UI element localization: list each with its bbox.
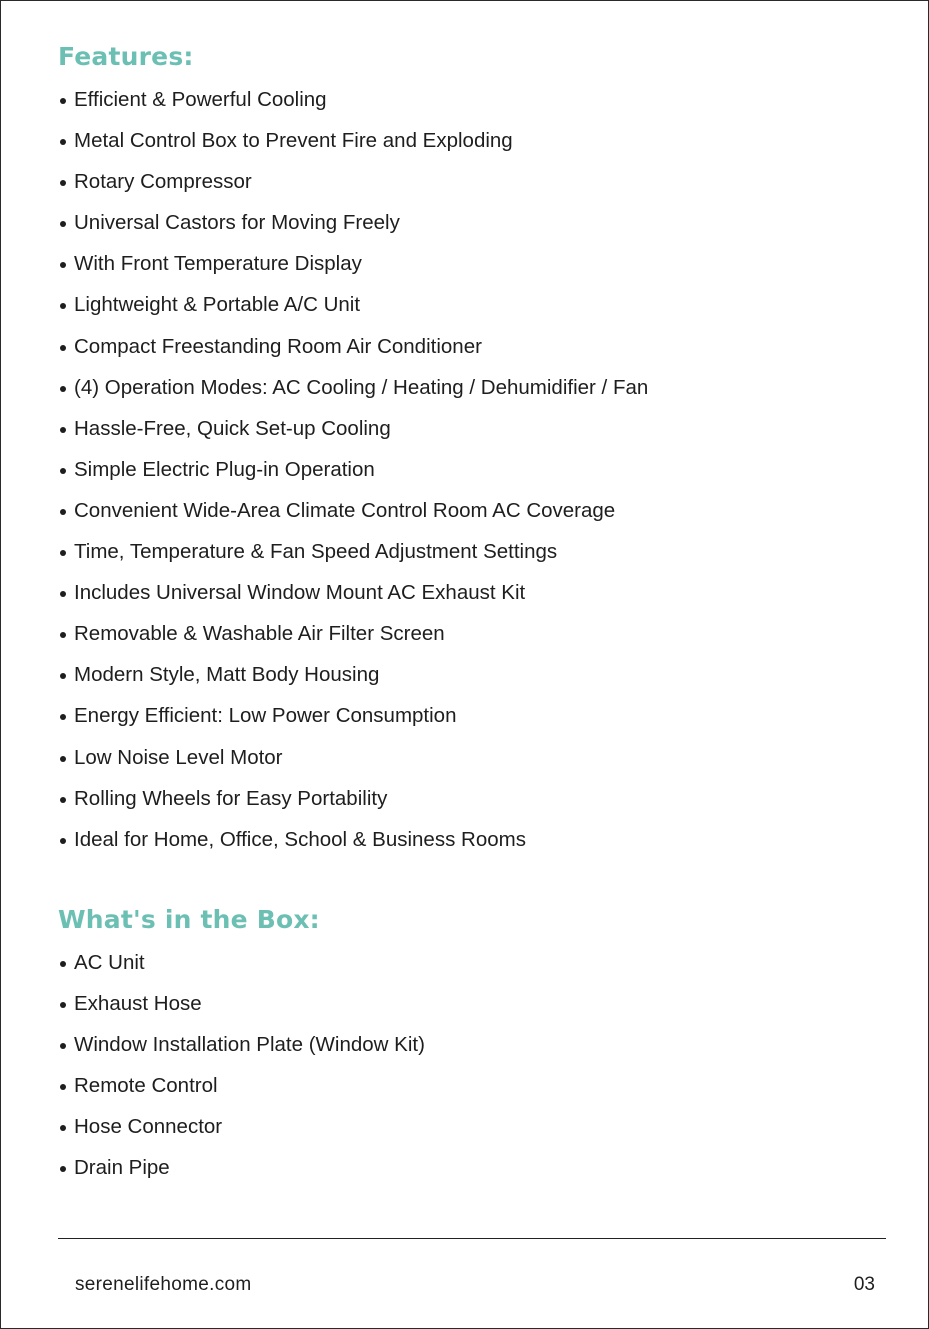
list-item [58,250,648,291]
bullet-icon [60,98,66,104]
bullet-icon [60,468,66,474]
bullet-icon [60,139,66,145]
list-item [58,990,425,1031]
list-item [58,826,648,867]
list-item [58,374,648,415]
bullet-icon [60,714,66,720]
list-item [58,168,648,209]
feature-text: Removable & Washable Air Filter Screen [74,622,445,646]
bullet-icon [60,632,66,638]
features-list [58,86,648,867]
bullet-icon [60,673,66,679]
box-contents-list [58,949,425,1196]
list-item [58,333,648,374]
feature-text: Energy Efficient: Low Power Consumption [74,704,457,728]
bullet-icon [60,221,66,227]
feature-text: Modern Style, Matt Body Housing [74,663,380,687]
feature-text: Rolling Wheels for Easy Portability [74,786,388,810]
feature-text: Low Noise Level Motor [74,745,283,769]
bullet-icon [60,345,66,351]
bullet-icon [60,427,66,433]
bullet-icon [60,386,66,392]
features-heading: Features: [58,42,194,71]
bullet-icon [60,303,66,309]
page-number: 03 [853,1274,875,1295]
bullet-icon [60,961,66,967]
feature-text: Simple Electric Plug-in Operation [74,457,375,481]
feature-text: Efficient & Powerful Cooling [74,88,327,111]
bullet-icon [60,550,66,556]
feature-text: Compact Freestanding Room Air Conditioner [74,334,482,358]
feature-text: Time, Temperature & Fan Speed Adjustment Settings [74,540,558,564]
feature-text: Lightweight & Portable A/C Unit [74,293,361,317]
box-item-text: Window Installation Plate (Window Kit) [74,1033,425,1057]
bullet-icon [60,509,66,515]
bullet-icon [60,1002,66,1008]
feature-text: (4) Operation Modes: AC Cooling / Heating / Dehumidifier / Fan [74,375,649,399]
list-item [58,949,425,990]
feature-text: Rotary Compressor [74,170,252,194]
footer-website: serenelifehome.com [75,1274,252,1295]
list-item [58,1072,425,1113]
footer-divider [58,1238,886,1239]
list-item [58,456,648,497]
box-item-text: Drain Pipe [74,1156,170,1180]
box-item-text: Hose Connector [74,1115,223,1139]
box-item-text: AC Unit [74,951,145,974]
list-item [58,702,648,743]
bullet-icon [60,756,66,762]
list-item [58,1113,425,1154]
feature-text: Metal Control Box to Prevent Fire and Exploding [74,129,513,153]
list-item [58,661,648,702]
bullet-icon [60,838,66,844]
feature-text: Hassle-Free, Quick Set-up Cooling [74,416,391,440]
feature-text: Convenient Wide-Area Climate Control Room AC Coverage [74,498,616,522]
box-item-text: Exhaust Hose [74,992,202,1016]
box-item-text: Remote Control [74,1074,218,1098]
bullet-icon [60,797,66,803]
feature-text: Includes Universal Window Mount AC Exhaust Kit [74,581,526,605]
list-item [58,620,648,661]
list-item [58,538,648,579]
list-item [58,744,648,785]
bullet-icon [60,591,66,597]
list-item [58,209,648,250]
list-item [58,415,648,456]
list-item [58,86,648,127]
bullet-icon [60,1043,66,1049]
list-item [58,1154,425,1195]
feature-text: Ideal for Home, Office, School & Business Rooms [74,827,526,851]
list-item [58,1031,425,1072]
bullet-icon [60,262,66,268]
bullet-icon [60,180,66,186]
list-item [58,291,648,332]
feature-text: Universal Castors for Moving Freely [74,211,400,235]
bullet-icon [60,1166,66,1172]
bullet-icon [60,1084,66,1090]
bullet-icon [60,1125,66,1131]
whats-in-the-box-heading: What's in the Box: [58,905,320,934]
list-item [58,497,648,538]
list-item [58,785,648,826]
list-item [58,127,648,168]
list-item [58,579,648,620]
feature-text: With Front Temperature Display [74,252,362,276]
